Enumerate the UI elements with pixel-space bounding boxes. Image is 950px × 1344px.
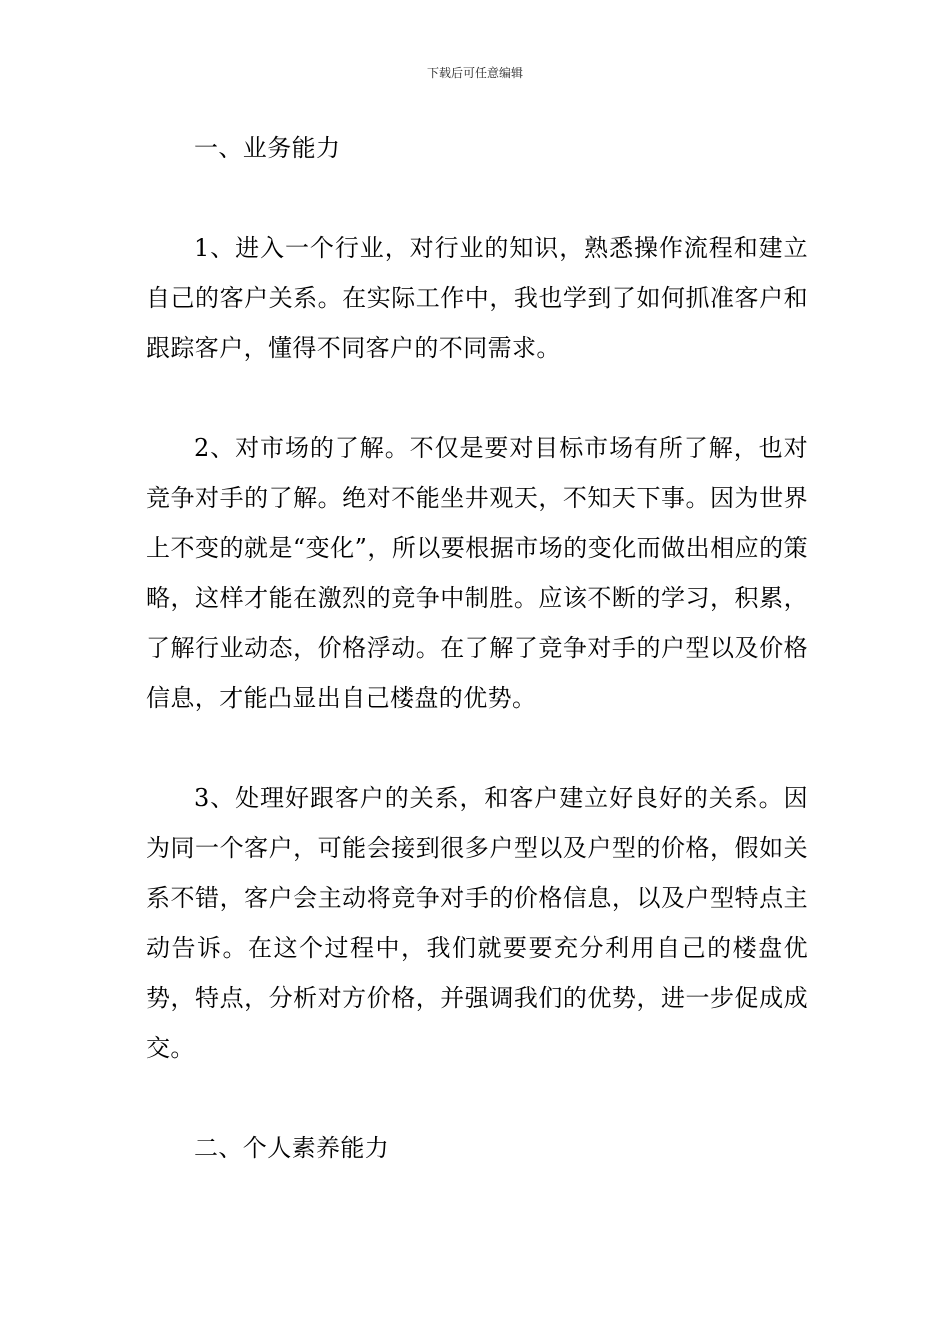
document-body xyxy=(146,123,808,1223)
paragraph-3: 3、处理好跟客户的关系，和客户建立好良好的关系。因为同一个客户，可能会接到很多户型以及户型的价格，假如关系不错，客户会主动将竞争对手的价格信息，以及户型特点主动告诉。在这个过程中，我们就要要充分利用自己的楼盘优势，特点，分析对方价格，并强调我们的优势，进一步促成成交。 xyxy=(146,784,808,1062)
page-header: 下载后可任意编辑 xyxy=(426,66,523,80)
paragraph-2: 2、对市场的了解。不仅是要对目标市场有所了解，也对竞争对手的了解。绝对不能坐井观天，不知天下事。因为世界上不变的就是“变化”，所以要根据市场的变化而做出相应的策略，这样才能在激烈的竞争中制胜。应该不断的学习，积累，了解行业动态，价格浮动。在了解了竞争对手的户型以及价格信息，才能凸显出自己楼盘的优势。 xyxy=(146,434,808,712)
section-heading-personal-quality: 二、个人素养能力 xyxy=(194,1134,390,1162)
paragraph-1: 1、进入一个行业，对行业的知识，熟悉操作流程和建立自己的客户关系。在实际工作中，我也学到了如何抓准客户和跟踪客户，懂得不同客户的不同需求。 xyxy=(146,234,808,362)
section-heading-business-ability: 一、业务能力 xyxy=(194,134,341,162)
